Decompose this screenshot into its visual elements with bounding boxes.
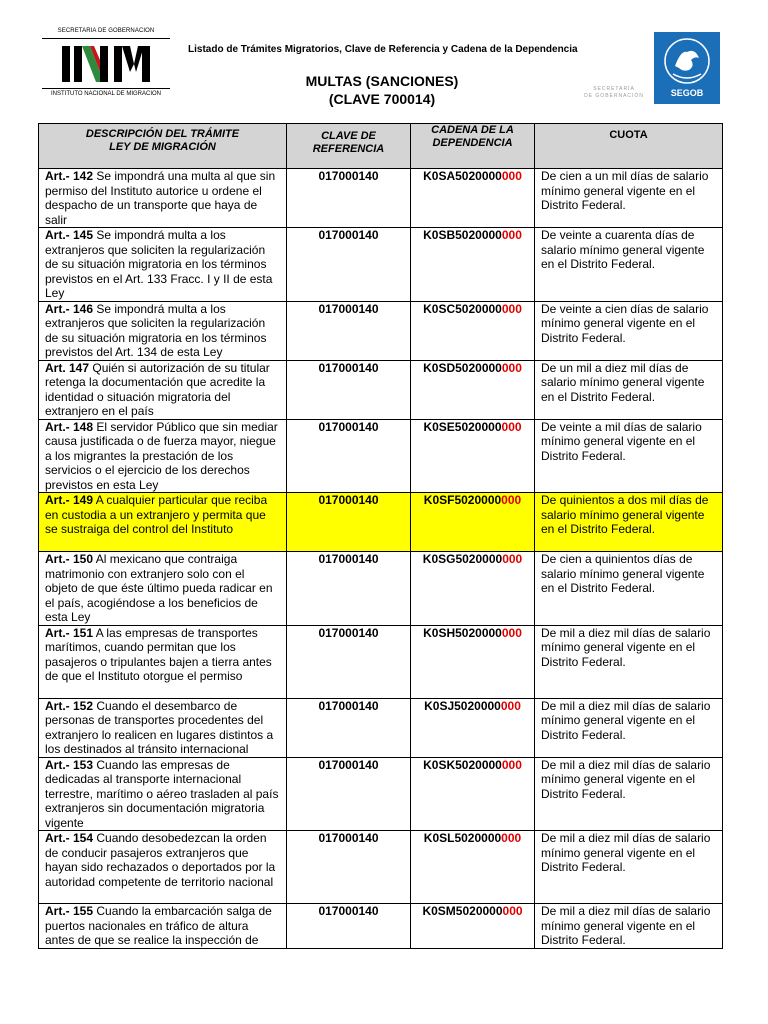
table-row: [39, 831, 723, 904]
article-number: Art.- 152: [45, 698, 94, 713]
cuota-cell: De cien a quinientos días de salario mínimo general vigente en el Distrito Federal.: [535, 552, 723, 626]
article-number: Art.- 154: [45, 831, 94, 845]
inm-bottom-rule: [42, 88, 170, 89]
descripcion-cell: [39, 904, 287, 949]
cadena-prefix: K0SB5020000: [423, 228, 502, 242]
segob-label: SEGOB: [670, 88, 704, 98]
article-number: Art.- 142: [45, 169, 94, 183]
cadena-prefix: K0SG5020000: [422, 552, 503, 566]
clave-cell: 017000140: [287, 360, 411, 419]
segob-emblem-box: [654, 32, 720, 104]
cuota-cell: De mil a diez mil días de salario mínimo general vigente en el Distrito Federal.: [535, 625, 723, 698]
cadena-suffix: 000: [502, 904, 523, 918]
descripcion-cell: [39, 419, 287, 493]
cadena-cell: [411, 831, 535, 904]
segob-sub-line-1: SECRETARÍA: [593, 86, 635, 92]
table-row: [39, 169, 723, 228]
cuota-cell: De mil a diez mil días de salario mínimo general vigente en el Distrito Federal.: [535, 698, 723, 757]
article-text: Cuando la embarcación salga de puertos nacionales en tráfico de altura antes de que se realice la inspección de: [45, 904, 272, 947]
descripcion-cell: [39, 360, 287, 419]
inm-logo: [38, 28, 174, 98]
descripcion-cell: [39, 757, 287, 831]
cadena-suffix: 000: [501, 831, 522, 845]
cadena-prefix: K0SH5020000: [423, 625, 502, 640]
descripcion-cell: [39, 698, 287, 757]
title-line-2: (CLAVE 700014): [328, 91, 436, 107]
cadena-suffix: 000: [501, 169, 522, 183]
cadena-cell: [411, 757, 535, 831]
cadena-suffix: 000: [501, 757, 522, 772]
cuota-cell: De mil a diez mil días de salario mínimo general vigente en el Distrito Federal.: [535, 831, 723, 904]
cuota-cell: De quinientos a dos mil días de salario mínimo general vigente en el Distrito Federal.: [535, 493, 723, 552]
inm-top-rule: [42, 38, 170, 39]
cadena-prefix: K0SC5020000: [423, 301, 502, 316]
header-cadena-line-2: DEPENDENCIA: [432, 137, 513, 149]
table-row: [39, 625, 723, 698]
header-desc-line-1: DESCRIPCIÓN DEL TRÁMITE: [85, 128, 240, 140]
header-cuota-label: CUOTA: [609, 129, 648, 141]
cadena-suffix: 000: [502, 552, 523, 566]
header-clave: [287, 124, 411, 169]
article-text: El servidor Público que sin mediar causa justificada o de fuerza mayor, niegue a los migrantes la prestación de los servicios o el ejercicio de los derechos previstos en esta Ley: [45, 419, 278, 492]
cadena-cell: [411, 625, 535, 698]
clave-cell: 017000140: [287, 698, 411, 757]
descripcion-cell: [39, 625, 287, 698]
clave-cell: 017000140: [287, 169, 411, 228]
cadena-cell: [411, 419, 535, 493]
article-number: Art.- 146: [45, 301, 94, 316]
article-text: Cuando desobedezcan la orden de conducir pasajeros extranjeros que hayan sido rechazados o deportados por la autoridad competente de territorio nacional: [45, 831, 276, 889]
descripcion-cell: [39, 552, 287, 626]
cadena-cell: [411, 698, 535, 757]
clave-cell: 017000140: [287, 228, 411, 302]
cadena-cell: [411, 228, 535, 302]
inm-mark-logo: [60, 42, 152, 86]
table-header-row: [39, 124, 723, 169]
segob-logo: [576, 30, 724, 106]
list-title: Listado de Trámites Migratorios, Clave de Referencia y Cadena de la Dependencia: [188, 44, 578, 55]
table-row: [39, 493, 723, 552]
cuota-cell: De cien a un mil días de salario mínimo general vigente en el Distrito Federal.: [535, 169, 723, 228]
cadena-prefix: K0SM5020000: [422, 904, 503, 918]
fines-table: [38, 123, 723, 949]
inm-top-text: SECRETARIA DE GOBERNACION: [57, 28, 155, 34]
header-cadena-line-1: CADENA DE LA: [431, 124, 514, 136]
clave-cell: 017000140: [287, 552, 411, 626]
cadena-suffix: 000: [501, 228, 522, 242]
clave-cell: 017000140: [287, 493, 411, 552]
cadena-suffix: 000: [501, 419, 522, 434]
article-number: Art.- 155: [45, 904, 94, 918]
cadena-prefix: K0SF5020000: [423, 493, 502, 507]
cuota-cell: De veinte a cien días de salario mínimo general vigente en el Distrito Federal.: [535, 301, 723, 360]
cadena-prefix: K0SJ5020000: [424, 698, 501, 713]
cadena-cell: [411, 360, 535, 419]
cadena-prefix: K0SD5020000: [423, 360, 502, 375]
header-clave-line-2: REFERENCIA: [312, 143, 385, 155]
clave-cell: 017000140: [287, 757, 411, 831]
descripcion-cell: [39, 831, 287, 904]
table-row: [39, 552, 723, 626]
table-row: [39, 301, 723, 360]
cadena-suffix: 000: [500, 698, 521, 713]
cadena-cell: [411, 493, 535, 552]
header-cuota: [535, 124, 723, 169]
article-number: Art.- 145: [45, 228, 94, 242]
article-text: A las empresas de transportes marítimos, cuando permitan que los pasajeros o tripulantes bajen a tierra antes de que el Instituto otorgue el permiso: [45, 625, 272, 683]
descripcion-cell: [39, 493, 287, 552]
table-row: [39, 757, 723, 831]
cadena-cell: [411, 301, 535, 360]
table-row: [39, 698, 723, 757]
title-line-1: MULTAS (SANCIONES): [305, 73, 459, 89]
descripcion-cell: [39, 228, 287, 302]
segob-subtitle: [578, 86, 650, 100]
article-number: Art.- 153: [45, 757, 94, 772]
eagle-emblem-icon: [661, 36, 713, 86]
descripcion-cell: [39, 301, 287, 360]
cadena-cell: [411, 904, 535, 949]
cadena-cell: [411, 169, 535, 228]
clave-cell: 017000140: [287, 831, 411, 904]
clave-cell: 017000140: [287, 904, 411, 949]
cuota-cell: De un mil a diez mil días de salario mínimo general vigente en el Distrito Federal.: [535, 360, 723, 419]
article-number: Art.- 149: [45, 493, 94, 507]
article-number: Art.- 151: [45, 625, 94, 640]
article-number: Art.- 150: [45, 552, 94, 566]
clave-cell: 017000140: [287, 301, 411, 360]
table-row: [39, 228, 723, 302]
article-text: Cuando el desembarco de personas de transportes procedentes del extranjero lo realicen en lugares distintos a los destinados al tránsito internacional: [45, 698, 274, 756]
cuota-cell: De veinte a mil días de salario mínimo general vigente en el Distrito Federal.: [535, 419, 723, 493]
segob-sub-line-2: DE GOBERNACIÓN: [584, 93, 644, 99]
cuota-cell: De mil a diez mil días de salario mínimo general vigente en el Distrito Federal.: [535, 757, 723, 831]
cuota-cell: De mil a diez mil días de salario mínimo general vigente en el Distrito Federal.: [535, 904, 723, 949]
cadena-suffix: 000: [501, 493, 522, 507]
cadena-prefix: K0SA5020000: [423, 169, 502, 183]
article-text: Cuando las empresas de dedicadas al transporte internacional terrestre, marítimo o aéreo trasladen al país extranjeros sin documentación migratoria vigente: [45, 757, 279, 830]
page-title: [250, 72, 514, 108]
table-row: [39, 904, 723, 949]
article-text: Se impondrá multa a los extranjeros que soliciten la regularización de su situación migratoria en los términos previstos en el Art. 133 Fracc. I y II de esta Ley: [45, 228, 273, 300]
cadena-suffix: 000: [501, 301, 522, 316]
header-cadena: [411, 124, 535, 169]
table-row: [39, 360, 723, 419]
table-body: [39, 169, 723, 949]
header-desc-line-2: LEY DE MIGRACIÓN: [109, 141, 216, 153]
clave-cell: 017000140: [287, 625, 411, 698]
article-text: Al mexicano que contraiga matrimonio con extranjero solo con el objeto de que éste último pueda radicar en el país, acogiéndose a los beneficios de esta Ley: [45, 552, 273, 624]
header-descripcion: [39, 124, 287, 169]
header-clave-line-1: CLAVE DE: [321, 130, 376, 142]
article-number: Art.- 148: [45, 419, 94, 434]
article-text: A cualquier particular que reciba en custodia a un extranjero y permita que se sustraiga del control del Instituto: [45, 493, 268, 536]
article-text: Se impondrá una multa al que sin permiso del Instituto autorice u ordene el despacho de un transporte que haya de salir: [45, 169, 276, 227]
article-number: Art. 147: [45, 360, 90, 375]
article-text: Quién si autorización de su titular retenga la documentación que acredite la identidad o situación migratoria del extranjero en el país: [45, 360, 270, 418]
cadena-prefix: K0SK5020000: [423, 757, 502, 772]
clave-cell: 017000140: [287, 419, 411, 493]
cuota-cell: De veinte a cuarenta días de salario mínimo general vigente en el Distrito Federal.: [535, 228, 723, 302]
descripcion-cell: [39, 169, 287, 228]
cadena-cell: [411, 552, 535, 626]
cadena-prefix: K0SL5020000: [423, 831, 502, 845]
table-row: [39, 419, 723, 493]
cadena-suffix: 000: [501, 625, 522, 640]
document-header: [0, 0, 768, 118]
cadena-prefix: K0SE5020000: [423, 419, 502, 434]
article-text: Se impondrá multa a los extranjeros que soliciten la regularización de su situación migratoria en los términos previstos del Art. 134 de esta Ley: [45, 301, 267, 359]
inm-bottom-text: INSTITUTO NACIONAL DE MIGRACION: [50, 91, 161, 97]
cadena-suffix: 000: [501, 360, 522, 375]
